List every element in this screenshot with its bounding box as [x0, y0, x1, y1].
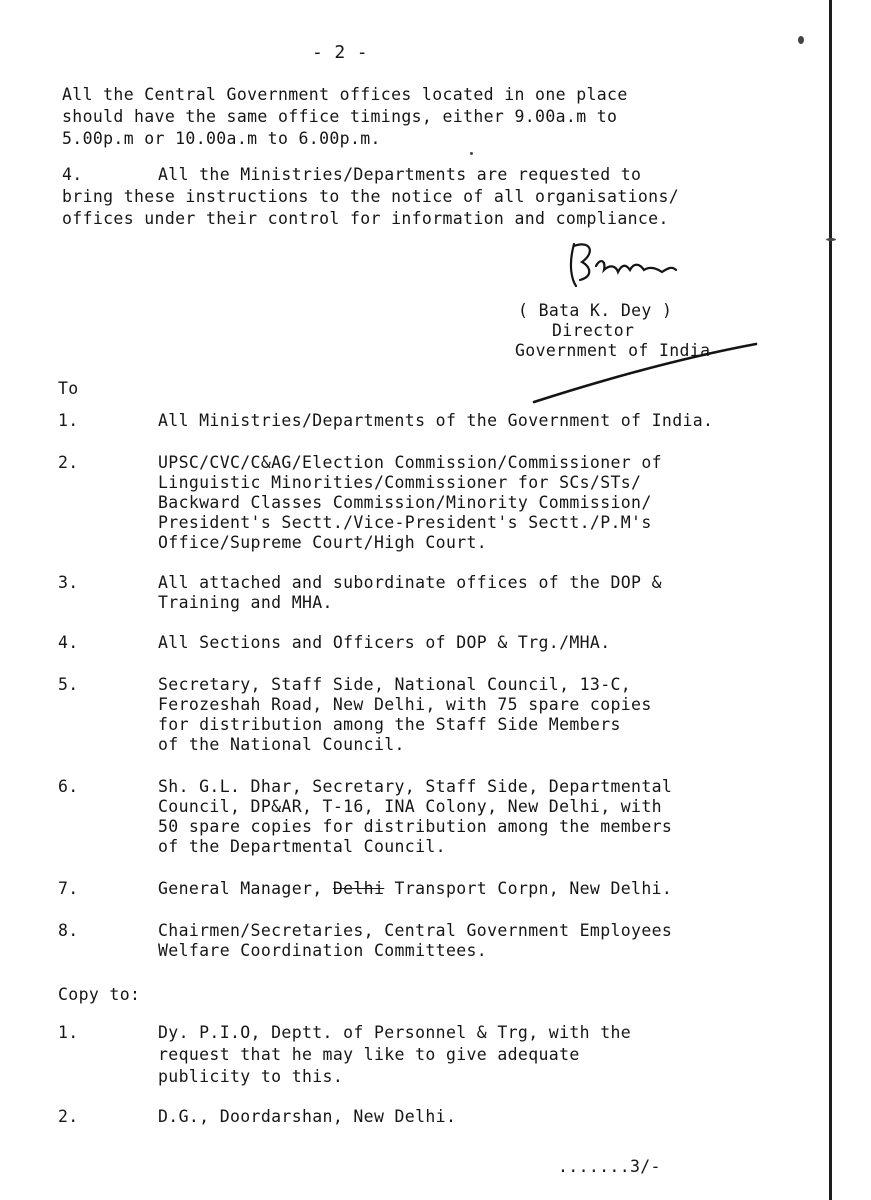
to-label: To	[58, 379, 79, 398]
recipient-line: Secretary, Staff Side, National Council, 13-C,	[158, 675, 632, 694]
recipient-number: 7.	[58, 879, 79, 898]
para4-line: offices under their control for information and compliance.	[62, 209, 669, 228]
copy-number: 1.	[58, 1023, 79, 1042]
para4-line: All the Ministries/Departments are requested to	[158, 165, 642, 184]
scan-speck	[798, 36, 804, 44]
pen-stroke-mark	[530, 340, 760, 410]
recipient-number: 6.	[58, 777, 79, 796]
scan-speck	[470, 152, 473, 155]
recipient-line: Ferozeshah Road, New Delhi, with 75 spare copies	[158, 695, 652, 714]
recipient-line: Council, DP&AR, T-16, INA Colony, New Delhi, with	[158, 797, 662, 816]
copy-line: request that he may like to give adequate	[158, 1045, 580, 1064]
recipient-line: Backward Classes Commission/Minority Commission/	[158, 493, 652, 512]
recipient-line-7	[158, 878, 672, 900]
recipient-line: Sh. G.L. Dhar, Secretary, Staff Side, Departmental	[158, 777, 673, 796]
recipient-line: Welfare Coordination Committees.	[158, 941, 488, 960]
copy-line: D.G., Doordarshan, New Delhi.	[158, 1107, 457, 1126]
recipient-number: 2.	[58, 453, 79, 472]
recipient-line: All attached and subordinate offices of the DOP &	[158, 573, 662, 592]
continuation-marker: .......3/-	[558, 1157, 661, 1176]
recipient-number: 8.	[58, 921, 79, 940]
recipient-number: 5.	[58, 675, 79, 694]
para4-line: bring these instructions to the notice of all organisations/	[62, 187, 680, 206]
handwritten-signature	[560, 236, 690, 296]
scan-edge-line	[829, 0, 832, 1200]
recipient-number: 3.	[58, 573, 79, 592]
recipient-number: 1.	[58, 411, 79, 430]
recipient-number: 4.	[58, 633, 79, 652]
copy-number: 2.	[58, 1107, 79, 1126]
recipient-line: of the Departmental Council.	[158, 837, 446, 856]
copy-to-label: Copy to:	[58, 985, 141, 1004]
para4-number: 4.	[62, 165, 83, 184]
copy-line: Dy. P.I.O, Deptt. of Personnel & Trg, with the	[158, 1023, 632, 1042]
recipient-text: Transport Corpn, New Delhi.	[384, 879, 673, 898]
page-number: - 2 -	[312, 42, 368, 63]
intro-line: All the Central Government offices located in one place	[62, 85, 628, 104]
recipient-line: UPSC/CVC/C&AG/Election Commission/Commissioner of	[158, 453, 662, 472]
intro-line: 5.00p.m or 10.00a.m to 6.00p.m.	[62, 129, 381, 148]
recipient-text: General Manager,	[158, 879, 333, 898]
recipient-line: All Ministries/Departments of the Government of India.	[158, 411, 714, 430]
recipient-line: All Sections and Officers of DOP & Trg./MHA.	[158, 633, 611, 652]
signatory-name: ( Bata K. Dey )	[518, 301, 673, 320]
recipient-line: Linguistic Minorities/Commissioner for SCs/STs/	[158, 473, 642, 492]
recipient-line: 50 spare copies for distribution among the members	[158, 817, 673, 836]
struck-text: Delhi	[332, 879, 385, 898]
recipient-line: for distribution among the Staff Side Members	[158, 715, 621, 734]
copy-line: publicity to this.	[158, 1067, 344, 1086]
signatory-org: Government of India	[515, 341, 711, 360]
intro-line: should have the same office timings, either 9.00a.m to	[62, 107, 618, 126]
recipient-line: President's Sectt./Vice-President's Sectt./P.M's	[158, 513, 652, 532]
recipient-line: Chairmen/Secretaries, Central Government Employees	[158, 921, 673, 940]
recipient-line: Office/Supreme Court/High Court.	[158, 533, 488, 552]
scan-speck	[826, 238, 836, 241]
recipient-line: of the National Council.	[158, 735, 405, 754]
signatory-title: Director	[552, 321, 635, 340]
recipient-line: Training and MHA.	[158, 593, 333, 612]
